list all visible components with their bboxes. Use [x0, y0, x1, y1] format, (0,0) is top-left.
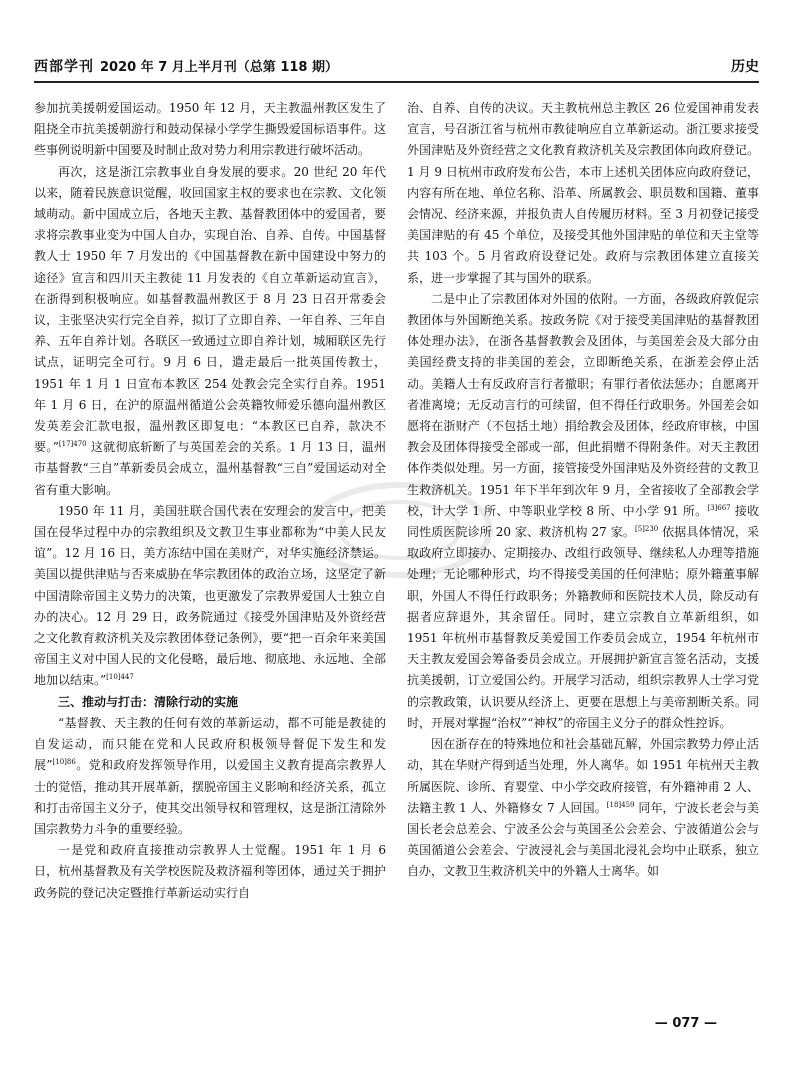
paragraph-text: 接收同性质医院诊所 20 家、救济机构 27 家。	[407, 503, 759, 540]
paragraph	[34, 98, 386, 162]
paragraph-text: 。党和政府发挥领导作用，以爱国主义教育提高宗教界人士的觉悟，推动其开展革新，摆脱帝国主义影响和经济关系，孤立和打击帝国主义分子，使其交出领导权和管理权，这是浙江清除外国宗教势力斗争的重要经验。	[34, 758, 386, 836]
paragraph-text: 依据具体情况，采取政府立即接办、定期接办、改组行政领导、继续私人办理等措施处理；无论哪种形式，均不得接受美国的任何津贴；原外籍董事解职，外国人不得任行政职务；外籍教师和医院技术人员，除反动有据者应辞退外，其余留任。同时，建立宗教自立革新组织，如 1951 年杭州市基督教反美爱国工作委员会成立，1954 年杭州市天主教友爱国会筹备委员会成立。开展拥护新宣言签名活动，支援抗美援朝，订立爱国公约。开展学习活动，组织宗教界人士学习党的宗教政策，认识要从经济上、更要在思想上与美帝割断关系。同时，开展对掌握“治权”“神权”的帝国主义分子的群众性控诉。	[407, 525, 759, 730]
paragraph-text: 1950 年 11 月，美国驻联合国代表在安理会的发言中，把美国在侵华过程中办的宗教组织及文教卫生事业都称为“中美人民友谊”。12 月 16 日，美方冻结中国在美财产，对华实施经济禁运。美国以提供津贴与否来威胁在华宗教团体的政治立场，这坚定了新中国清除帝国主义势力的决策，也更激发了宗教界爱国人士独立自办的决心。12 月 29 日，政务院通过《接受外国津贴及外资经营之文化教育救济机关及宗教团体登记条例》，要“把一百余年来美国帝国主义对中国人民的文化侵略，最后地、彻底地、永远地、全部地加以结束。”	[34, 503, 386, 688]
section-heading: 三、推动与打击：清除行动的实施	[58, 694, 239, 709]
journal-info	[34, 56, 338, 76]
section-label: 历史	[731, 59, 759, 75]
citation-ref: [10]447	[106, 673, 134, 682]
paragraph	[34, 501, 386, 692]
issue-info: 2020 年 7 月上半月刊（总第 118 期）	[100, 60, 338, 75]
journal-logo: 西部学刊	[34, 59, 94, 75]
header-divider	[34, 81, 759, 83]
left-column	[34, 98, 386, 904]
paragraph	[407, 98, 759, 289]
paragraph-text: “基督教、天主教的任何有效的革新运动，都不可能是教徒的自发运动，而只能在党和人民政府积极领导督促下发生和发展”	[34, 715, 386, 773]
citation-ref: [5]230	[634, 525, 659, 534]
paragraph	[34, 162, 386, 501]
paragraph-text: 治、自养、自传的决议。天主教杭州总主教区 26 位爱国神甫发表宣言，号召浙江省与杭州市教徒响应自立革新运动。浙江要求接受外国津贴及外资经营之文化教育救济机关及宗教团体向政府登记。1 月 9 日杭州市政府发布公告，本市上述机关团体应向政府登记，内容有所在地、单位名称、沿革、所属教会、职员数和国籍、董事会情况、经济来源，并报负责人自传履历材料。至 3 月初登记接受美国津贴的有 45 个单位，及接受其他外国津贴的单位和天主堂等共 103 个。5 月省政府设登记处。政府与宗教团体建立直接关系，进一步掌握了其与国外的联系。	[407, 101, 759, 285]
page-number: — 077 —	[654, 1016, 717, 1031]
citation-ref: [17]470	[58, 440, 87, 449]
paragraph-text: 参加抗美援朝爱国运动。1950 年 12 月，天主教温州教区发生了阻挠全市抗美援朝游行和鼓动保禄小学学生撕毁爱国标语事件。这些事例说明新中国要及时制止敌对势力利用宗教进行破坏活动。	[34, 101, 386, 158]
paragraph-text: 这就彻底斩断了与英国差会的关系。1 月 13 日，温州市基督教“三自”革新委员会成立，温州基督教“三自”爱国运动对全省有重大影响。	[34, 440, 386, 497]
citation-ref: [10]86	[52, 758, 76, 767]
running-header	[34, 56, 759, 80]
paragraph	[34, 713, 386, 840]
citation-ref: [18]459	[606, 800, 635, 809]
paragraph-text: 因在浙存在的特殊地位和社会基础瓦解，外国宗教势力停止活动，其在华财产得到适当处理，外人离华。如 1951 年杭州天主教所属医院、诊所、育婴堂、中小学交政府接管，有外籍神甫 2 人、法籍主教 1 人、外籍修女 7 人回国。	[407, 737, 759, 815]
paragraph-text: 同年，宁波长老会与美国长老会总差会、宁波圣公会与英国圣公会差会、宁波循道公会与英国循道公会差会、宁波浸礼会与美国北浸礼会均中止联系，独立自办，文教卫生救济机关中的外籍人士离华。如	[407, 800, 759, 879]
paragraph-text: 再次，这是浙江宗教事业自身发展的要求。20 世纪 20 年代以来，随着民族意识觉醒，收回国家主权的要求也在宗教、文化领域萌动。新中国成立后，各地天主教、基督教团体中的爱国者，要求将宗教事业变为中国人自办，实现自治、自养、自传。中国基督教人士 1950 年 7 月发出的《中国基督教在新中国建设中努力的途径》宣言和四川天主教徒 11 月发表的《自立革新运动宣言》，在浙得到积极响应。如基督教温州教区于 8 月 23 日召开常委会议，主张坚决实行完全自养，拟订了立即自养、一年自养、三年自养、五年自养计划。各联区一致通过立即自养计划，城厢联区先行试点，证明完全可行。9 月 6 日，遣走最后一批英国传教士，1951 年 1 月 1 日宣布本教区 254 处教会完全实行自养。1951 年 1 月 6 日，在沪的原温州循道公会英籍牧师爱乐德向温州教区发英差会汇款电报，温州教区即复电：“本教区已自养，款决不要。”	[34, 164, 386, 455]
paragraph-text: 一是党和政府直接推动宗教界人士觉醒。1951 年 1 月 6 日，杭州基督教及有关学校医院及救济福利等团体，通过关于拥护政务院的登记决定暨推行革新运动实行自	[34, 843, 386, 900]
paragraph	[34, 840, 386, 904]
citation-ref: [3]667	[707, 503, 731, 512]
paragraph-text: 二是中止了宗教团体对外国的依附。一方面，各级政府敦促宗教团体与外国断绝关系。按政务院《对于接受美国津贴的基督教团体处理办法》，在浙各基督教教会及团体，与美国差会及大部分由美国经费支持的非美国的差会，立即断绝关系，在浙差会停止活动。美籍人士有反政府言行者撤职；有罪行者依法惩办；自愿离开者准离境；无反动言行的可续留，但不得任行政职务。外国差会如愿将在浙财产（不包括土地）捐给教会及团体，经政府审核，中国教会及团体得接受全部或一部，但此捐赠不得附条件。对天主教团体作类似处理。另一方面，接管接受外国津贴及外资经营的文教卫生救济机关。1951 年下半年到次年 9 月，全省接收了全部教会学校，计大学 1 所、中等职业学校 8 所、中小学 91 所。	[407, 291, 759, 518]
paragraph	[407, 289, 759, 734]
right-column	[407, 98, 759, 883]
paragraph	[407, 734, 759, 882]
